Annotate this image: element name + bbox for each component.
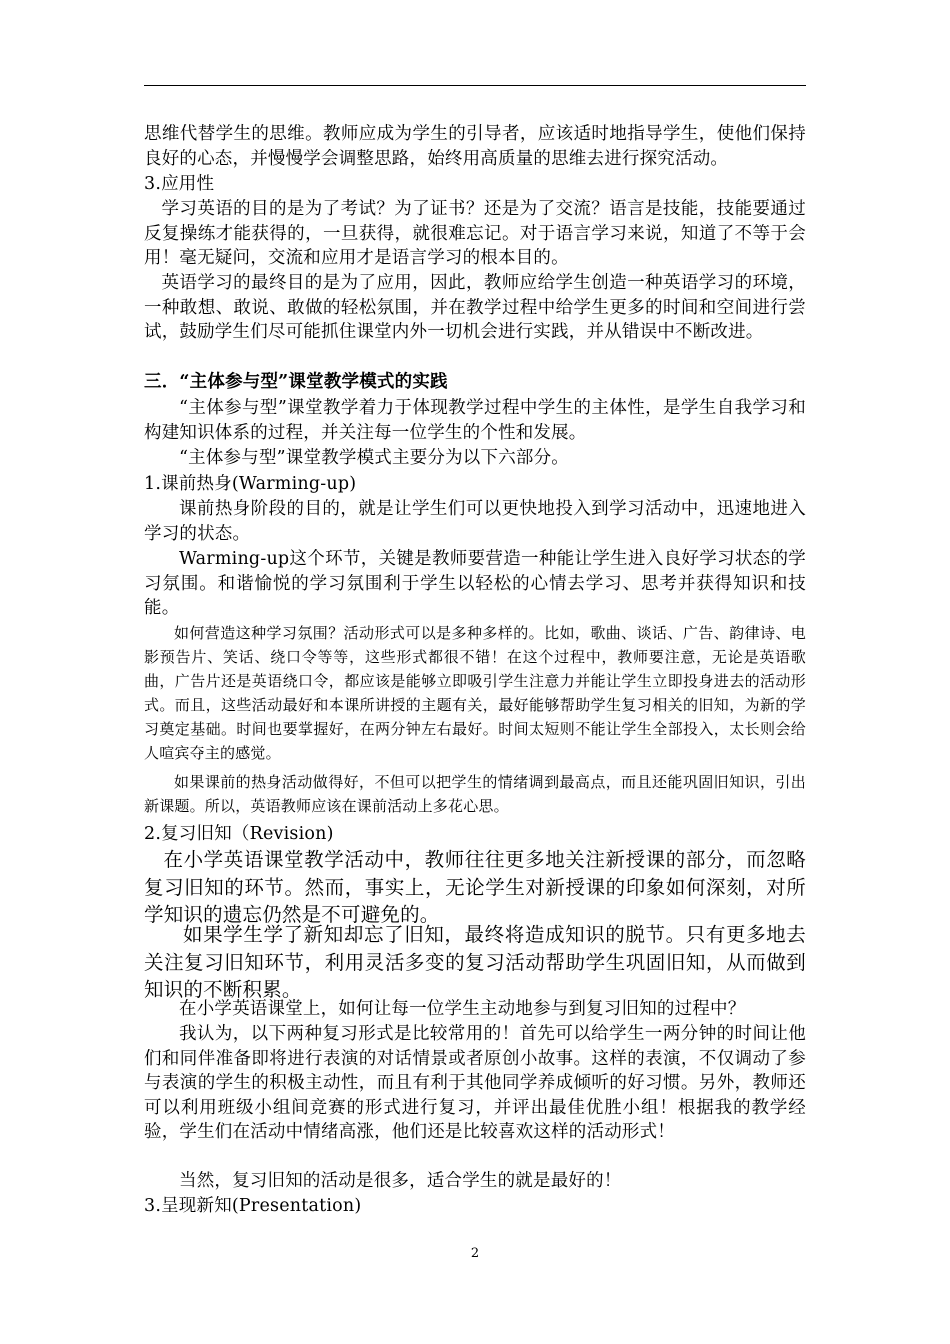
paragraph: 学习英语的目的是为了考试？为了证书？还是为了交流？语言是技能，技能要通过反复操练才能获得的，一旦获得，就很难忘记。对于语言学习来说，知道了不等于会用！毫无疑问，交流和应用才是语言学习的根本目的。 (144, 199, 806, 268)
paragraph: “主体参与型”课堂教学着力于体现教学过程中学生的主体性，是学生自我学习和构建知识体系的过程，并关注每一位学生的个性和发展。 (144, 398, 806, 443)
section-heading: 3.应用性 (144, 174, 215, 194)
paragraph: 思维代替学生的思维。教师应成为学生的引导者，应该适时地指导学生，使他们保持良好的心态，并慢慢学会调整思路，始终用高质量的思维去进行探究活动。 (144, 124, 806, 169)
header-rule (144, 85, 806, 86)
chapter-heading: 三．“主体参与型”课堂教学模式的实践 (144, 372, 448, 392)
paragraph-small: 如果课前的热身活动做得好，不但可以把学生的情绪调到最高点，而且还能巩固旧知识，引出新课题。所以，英语教师应该在课前活动上多花心思。 (144, 773, 806, 815)
paragraph: 我认为，以下两种复习形式是比较常用的！首先可以给学生一两分钟的时间让他们和同伴准备即将进行表演的对话情景或者原创小故事。这样的表演，不仅调动了参与表演的学生的积极主动性，而且有利于其他同学养成倾听的好习惯。另外，教师还可以利用班级小组间竞赛的形式进行复习，并评出最佳优胜小组！根据我的教学经验，学生们在活动中情绪高涨，他们还是比较喜欢这样的活动形式！ (144, 1024, 806, 1142)
paragraph-small: 如何营造这种学习氛围？活动形式可以是多种多样的。比如，歌曲、谈话、广告、韵律诗、电影预告片、笑话、绕口令等等，这些形式都很不错！在这个过程中，教师要注意，无论是英语歌曲，广告片还是英语绕口令，都应该是能够立即吸引学生注意力并能让学生立即投身进去的活动形式。而且，这些活动最好和本课所讲授的主题有关，最好能够帮助学生复习相关的旧知，为新的学习奠定基础。时间也要掌握好，在两分钟左右最好。时间太短则不能让学生全部投入，太长则会给人喧宾夺主的感觉。 (144, 624, 806, 762)
paragraph: 课前热身阶段的目的，就是让学生们可以更快地投入到学习活动中，迅速地进入学习的状态。 (144, 499, 806, 544)
paragraph: 英语学习的最终目的是为了应用，因此，教师应给学生创造一种英语学习的环境，一种敢想、敢说、敢做的轻松氛围，并在教学过程中给学生更多的时间和空间进行尝试，鼓励学生们尽可能抓住课堂内外一切机会进行实践，并从错误中不断改进。 (144, 273, 806, 342)
paragraph: Warming-up这个环节，关键是教师要营造一种能让学生进入良好学习状态的学习氛围。和谐愉悦的学习氛围利于学生以轻松的心情去学习、思考并获得知识和技能。 (144, 549, 806, 618)
page-number: 2 (470, 1246, 480, 1261)
section-heading: 1.课前热身(Warming-up) (144, 474, 357, 494)
paragraph: 当然，复习旧知的活动是很多，适合学生的就是最好的！ (179, 1171, 622, 1191)
paragraph: 在小学英语课堂上，如何让每一位学生主动地参与到复习旧知的过程中？ (179, 999, 746, 1019)
paragraph: “主体参与型”课堂教学模式主要分为以下六部分。 (179, 448, 569, 468)
section-heading: 2.复习旧知（Revision) (144, 824, 334, 844)
paragraph-large: 在小学英语课堂教学活动中，教师往往更多地关注新授课的部分，而忽略复习旧知的环节。然而，事实上，无论学生对新授课的印象如何深刻，对所学知识的遗忘仍然是不可避免的。 (144, 848, 806, 926)
section-heading: 3.呈现新知(Presentation) (144, 1196, 362, 1216)
paragraph-large: 如果学生学了新知却忘了旧知，最终将造成知识的脱节。只有更多地去关注复习旧知环节，利用灵活多变的复习活动帮助学生巩固旧知，从而做到知识的不断积累。 (144, 923, 806, 1001)
